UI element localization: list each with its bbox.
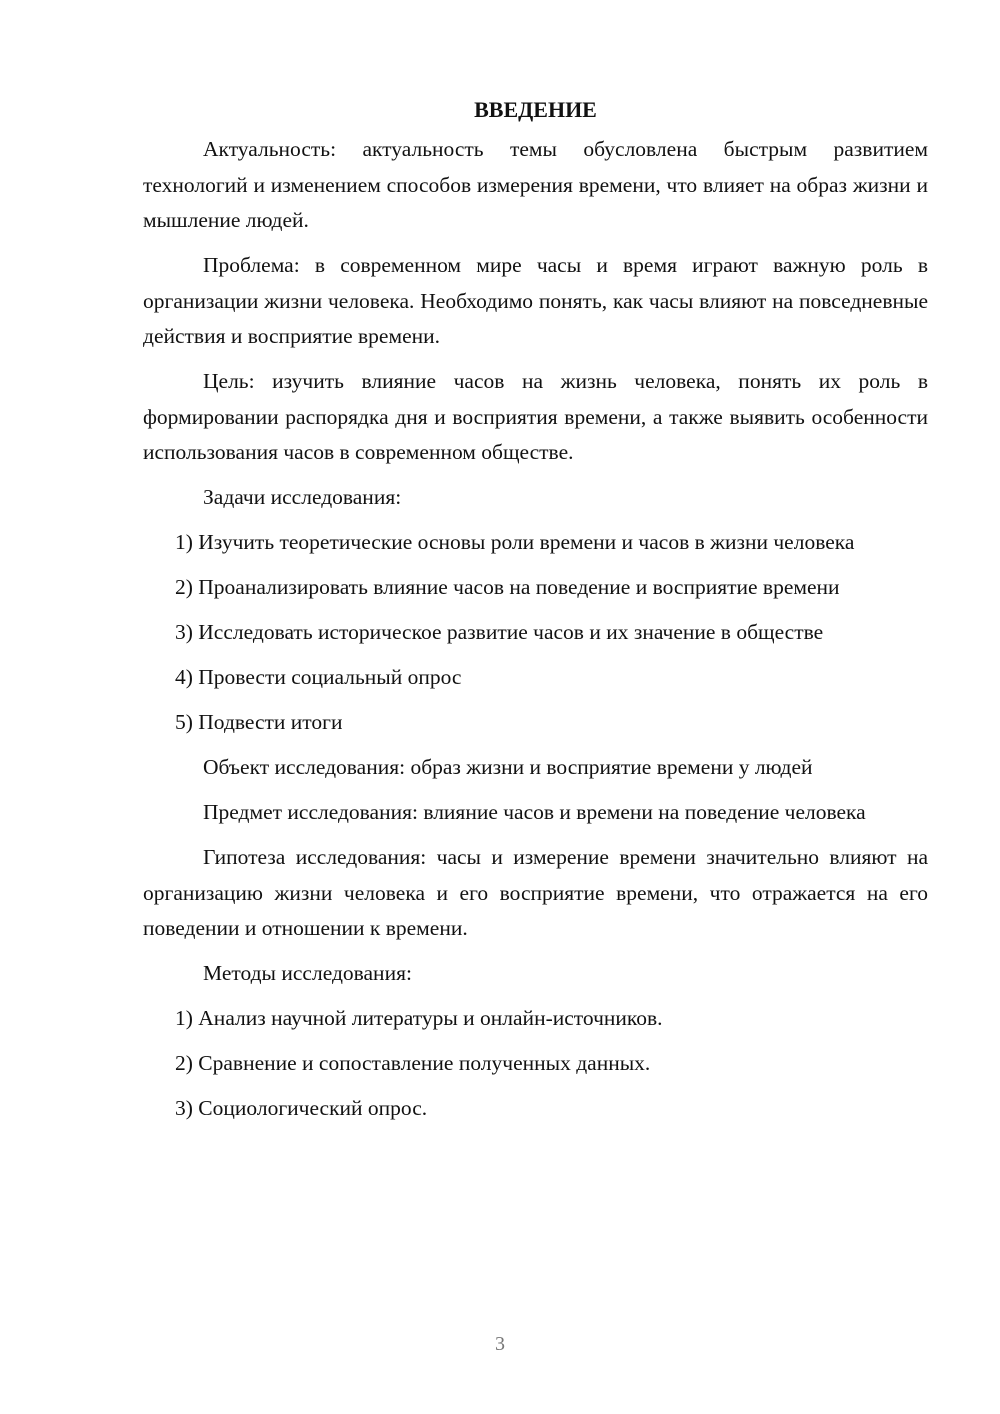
relevance-paragraph: Актуальность: актуальность темы обусловлена быстрым развитием технологий и изменением способов измерения времени, что влияет на образ жизни и мышление людей.: [143, 137, 928, 232]
tasks-title: Задачи исследования:: [203, 485, 402, 509]
subject-paragraph: Предмет исследования: влияние часов и времени на поведение человека: [203, 800, 866, 824]
task-item-2: 2) Проанализировать влияние часов на поведение и восприятие времени: [175, 575, 840, 599]
methods-title: Методы исследования:: [203, 961, 412, 985]
object-paragraph: Объект исследования: образ жизни и восприятие времени у людей: [203, 755, 813, 779]
task-item-4: 4) Провести социальный опрос: [175, 665, 462, 689]
goal-paragraph: Цель: изучить влияние часов на жизнь человека, понять их роль в формировании распорядка дня и восприятия времени, а также выявить особенности использования часов в современном обществе.: [143, 369, 928, 464]
page-number: 3: [495, 1333, 505, 1355]
method-item-3: 3) Социологический опрос.: [175, 1096, 428, 1120]
method-item-2: 2) Сравнение и сопоставление полученных данных.: [175, 1051, 651, 1075]
hypothesis-paragraph: Гипотеза исследования: часы и измерение времени значительно влияют на организацию жизни человека и его восприятие времени, что отражается на его поведении и отношении к времени.: [143, 845, 928, 940]
task-item-5: 5) Подвести итоги: [175, 710, 343, 734]
task-item-3: 3) Исследовать историческое развитие часов и их значение в обществе: [175, 620, 824, 644]
section-heading: ВВЕДЕНИЕ: [474, 97, 597, 122]
document-page: [143, 92, 928, 1127]
problem-paragraph: Проблема: в современном мире часы и время играют важную роль в организации жизни человека. Необходимо понять, как часы влияют на повседневные действия и восприятие времени.: [143, 253, 928, 348]
method-item-1: 1) Анализ научной литературы и онлайн-источников.: [175, 1006, 663, 1030]
task-item-1: 1) Изучить теоретические основы роли времени и часов в жизни человека: [175, 530, 855, 554]
